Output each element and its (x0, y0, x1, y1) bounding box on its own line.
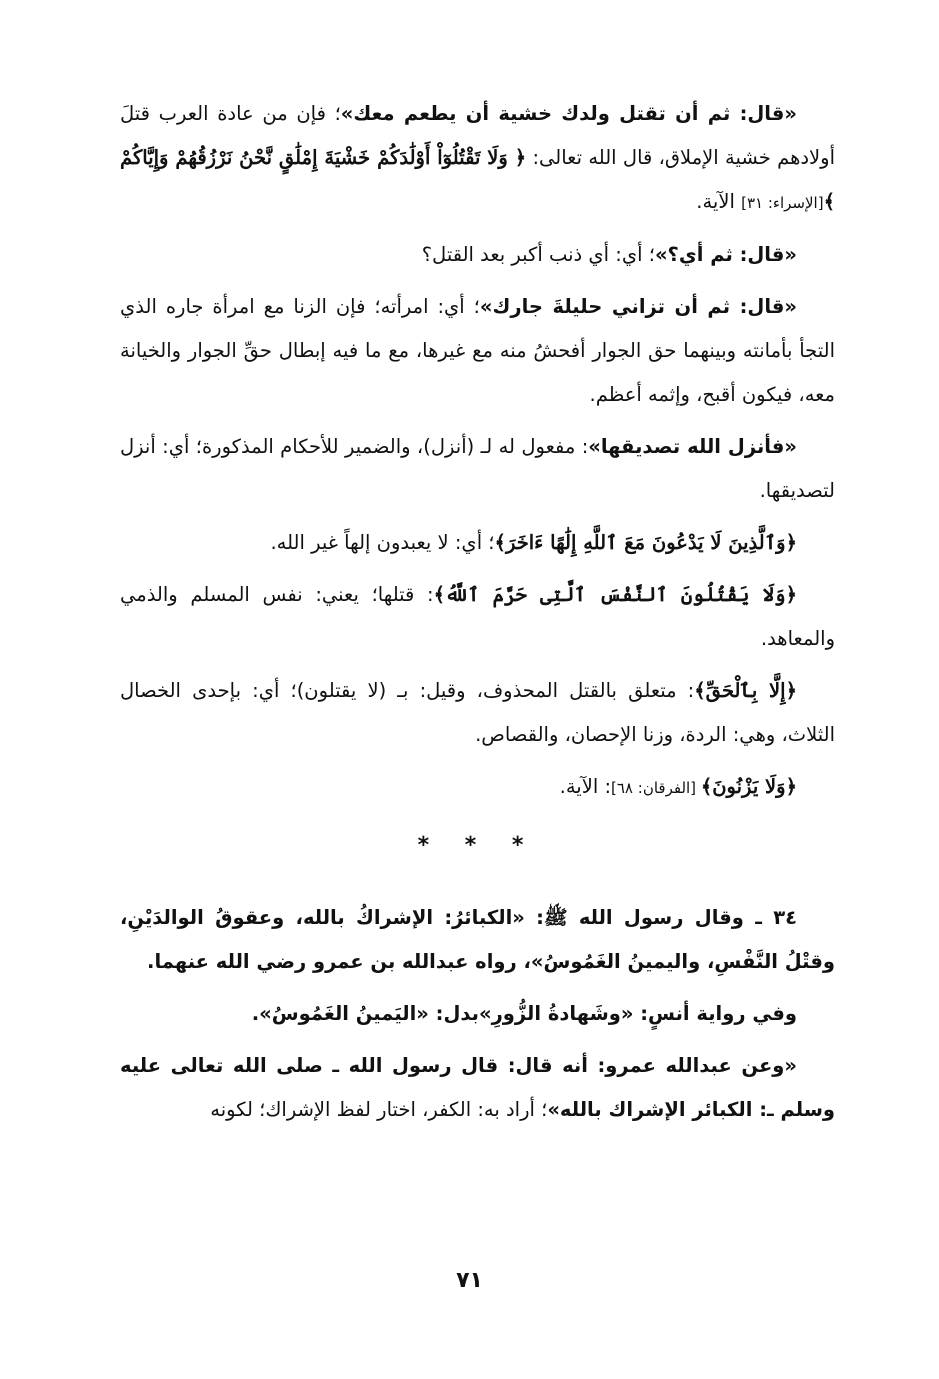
page-number: ٧١ (456, 1268, 483, 1293)
text-segment: ؛ أي: أي ذنب أكبر بعد القتل؟ (421, 243, 655, 266)
text-segment: ؛ فإن من عادة العرب قتلَ أولادهم خشية الإملاق، قال الله تعالى: (120, 102, 835, 169)
paragraph-p7 (120, 669, 835, 757)
paragraph-p8 (120, 765, 835, 810)
text-segment: : الآية. (559, 775, 612, 798)
quoted-text: «قال: ثم أي؟» (654, 243, 797, 266)
paragraph-p2 (120, 233, 835, 277)
section-separator: * * * (417, 833, 538, 858)
quran-verse: ﴿ وَلَا تَقْتُلُوٓاْ أَوْلَٰدَكُمْ خَشْيَةَ إِمْلَٰقٍ نَّحْنُ نَرْزُقُهُمْ وَإِيَّاكُمْ ﴾ (120, 146, 835, 213)
paragraph-p5 (120, 521, 835, 565)
verse-reference: [الفرقان: ٦٨] (611, 779, 701, 797)
quran-verse: ﴿وَٱلَّذِينَ لَا يَدْعُونَ مَعَ ٱللَّهِ إِلَٰهًا ءَاخَرَ﴾ (494, 531, 797, 554)
paragraph-p11 (120, 1044, 835, 1132)
paragraph-p6 (120, 573, 835, 661)
quoted-text: ٣٤ ـ وقال رسول الله ﷺ: «الكبائرُ: الإشراكُ بالله، وعقوقُ الوالدَيْنِ، وقتْلُ النَّفْسِ، واليمينُ الغَمُوسُ»، رواه عبدالله بن عمرو رضي الله عنهما. (120, 906, 835, 973)
quran-verse: ﴿إِلَّا بِٱلْحَقِّ﴾ (694, 679, 797, 702)
quoted-text: «قال: ثم أن تقتل ولدك خشية أن يطعم معك» (340, 102, 797, 125)
quoted-text: «فأنزل الله تصديقها» (588, 435, 797, 458)
page-body (120, 92, 835, 1140)
quran-verse: ﴿وَلَا يَقْتُلُونَ ٱلنَّفْسَ ٱلَّتِى حَرَّمَ ٱللَّهُ﴾ (433, 583, 798, 606)
verse-reference: [الإسراء: ٣١] (741, 194, 824, 212)
text-segment: : مفعول له لـ (أنزل)، والضمير للأحكام المذكورة؛ أي: أنزل لتصديقها. (120, 435, 835, 502)
quran-verse: ﴿وَلَا يَزْنُونَ﴾ (700, 775, 797, 798)
paragraph-p10 (120, 992, 835, 1036)
text-segment: الآية. (696, 190, 742, 213)
quoted-text: وفي رواية أنسٍ: «وشَهادةُ الزُّورِ»بدل: «اليَمينُ الغَمُوسُ». (251, 1002, 797, 1025)
text-segment: ؛ أراد به: الكفر، اختار لفظ الإشراك؛ لكونه (210, 1098, 548, 1121)
hadith-section (120, 896, 835, 1132)
text-segment: : قتلها؛ يعني: نفس المسلم والذمي والمعاهد. (120, 583, 835, 650)
commentary-section (120, 92, 835, 810)
paragraph-p1 (120, 92, 835, 225)
paragraph-p4 (120, 425, 835, 513)
quoted-text: «وعن عبدالله عمرو: أنه قال: قال رسول الله ـ صلى الله تعالى عليه وسلم ـ: الكبائر الإشراك بالله» (120, 1054, 835, 1121)
text-segment: ؛ أي: لا يعبدون إلهاً غير الله. (270, 531, 495, 554)
text-segment: : متعلق بالقتل المحذوف، وقيل: بـ (لا يقتلون)؛ أي: بإحدى الخصال الثلاث، وهي: الردة، وزنا الإحصان، والقصاص. (120, 679, 835, 746)
paragraph-p3 (120, 285, 835, 417)
quoted-text: «قال: ثم أن تزاني حليلةَ جارك» (479, 295, 798, 318)
text-segment: ؛ أي: امرأته؛ فإن الزنا مع امرأة جاره الذي التجأ بأمانته وبينهما حق الجوار أفحشُ منه مع غيرها، مع ما فيه إبطال حقِّ الجوار والخيانة معه، فيكون أقبح، وإثمه أعظم. (120, 295, 835, 406)
paragraph-p9 (120, 896, 835, 984)
